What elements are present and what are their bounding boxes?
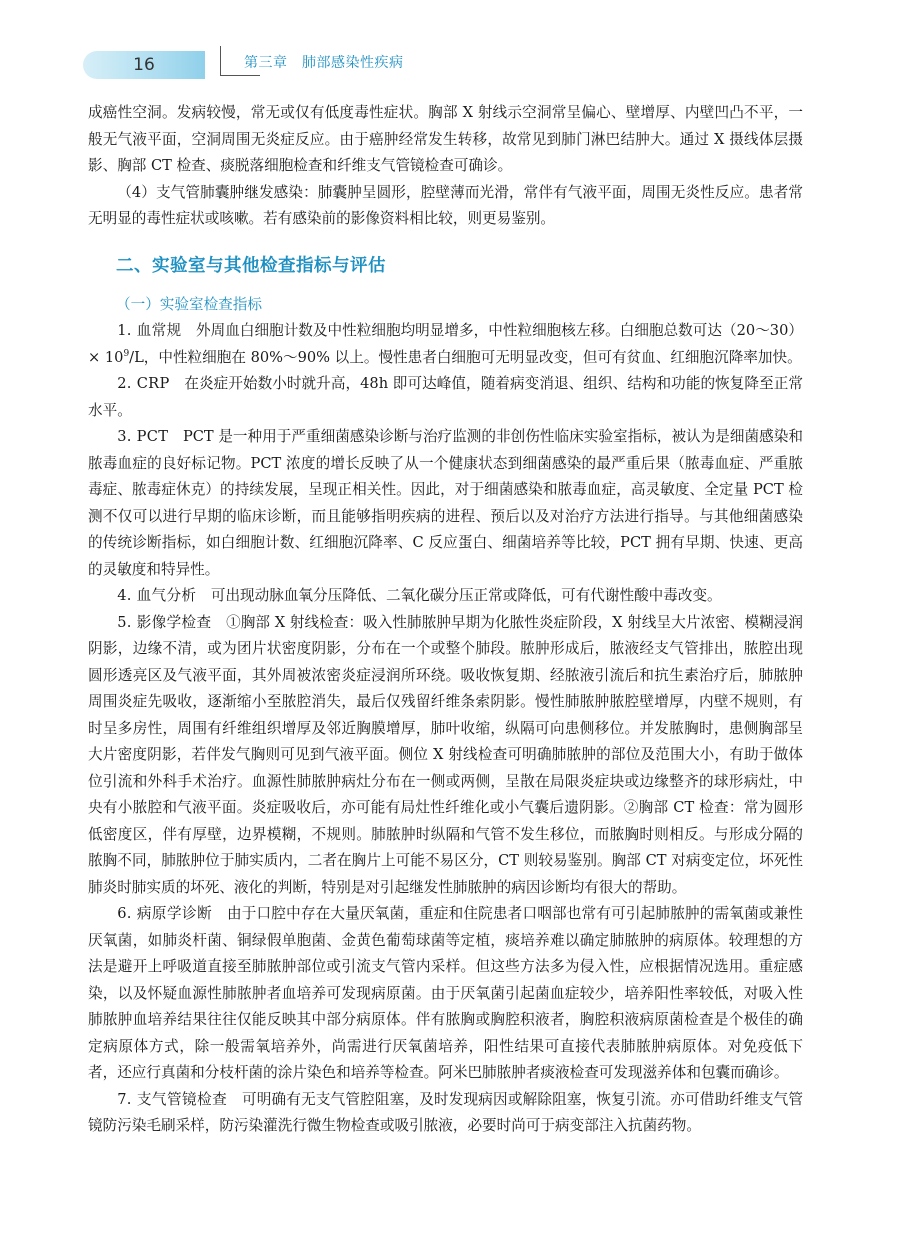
item-text: 外周血白细胞计数及中性粒细胞均明显增多，中性粒细胞核左移。白细胞总数可达（20～30）× 10 <box>88 322 803 366</box>
item-crp <box>88 371 803 424</box>
item-term: 3. PCT <box>117 428 169 445</box>
item-term: 5. 影像学检查 <box>117 613 212 631</box>
item-blood-gas <box>88 583 803 610</box>
continued-paragraph: 成癌性空洞。发病较慢，常无或仅有低度毒性症状。胸部 X 射线示空洞常呈偏心、壁增厚、内壁凹凸不平，一般无气液平面，空洞周围无炎症反应。由于癌肿经常发生转移，故常见到肺门淋巴结肿大。通过 X 摄线体层摄影、胸部 CT 检查、痰脱落细胞检查和纤维支气管镜检查可确诊。 <box>88 104 803 174</box>
item-bronchoscopy <box>88 1087 803 1140</box>
superscript: 9 <box>123 348 130 359</box>
item-text: 可出现动脉血氧分压降低、二氧化碳分压正常或降低，可有代谢性酸中毒改变。 <box>210 587 722 604</box>
chapter-title: 第三章 肺部感染性疾病 <box>244 55 404 71</box>
page-header <box>0 0 900 100</box>
header-rule <box>220 75 260 76</box>
subsection-title: （一）实验室检查指标 <box>116 295 262 313</box>
item-pct <box>88 424 803 583</box>
section-title: 二、实验室与其他检查指标与评估 <box>116 255 386 276</box>
item-term: 1. 血常规 <box>117 322 182 339</box>
item-text: PCT 是一种用于严重细菌感染诊断与治疗监测的非创伤性临床实验室指标，被认为是细菌感染和脓毒血症的良好标记物。PCT 浓度的增长反映了从一个健康状态到细菌感染的最严重后果（脓毒血症、严重脓毒症、脓毒症休克）的持续发展，呈现正相关性。因此，对于细菌感染和脓毒血症，高灵敏度、全定量 PCT 检测不仅可以进行早期的临床诊断，而且能够指明疾病的进程、预后以及对治疗方法进行指导。与其他细菌感染的传统诊断指标，如白细胞计数、红细胞沉降率、C 反应蛋白、细菌培养等比较，PCT 拥有早期、快速、更高的灵敏度和特异性。 <box>88 428 803 578</box>
item-text: 在炎症开始数小时就升高，48h 即可达峰值，随着病变消退、组织、结构和功能的恢复降至正常水平。 <box>88 375 803 419</box>
page-body <box>88 100 803 1140</box>
item-text: ①胸部 X 射线检查：吸入性肺脓肿早期为化脓性炎症阶段，X 射线呈大片浓密、模糊浸润阴影，边缘不清，或为团片状密度阴影，分布在一个或整个肺段。脓肿形成后，脓液经支气管排出，脓腔出现圆形透亮区及气液平面，其外周被浓密炎症浸润所环绕。吸收恢复期、经脓液引流后和抗生素治疗后，肺脓肿周围炎症先吸收，逐渐缩小至脓腔消失，最后仅残留纤维条索阴影。慢性肺脓肿脓腔壁增厚，内壁不规则，有时呈多房性，周围有纤维组织增厚及邻近胸膜增厚，肺叶收缩，纵隔可向患侧移位。并发脓胸时，患侧胸部呈大片密度阴影，若伴发气胸则可见到气液平面。侧位 X 射线检查可明确肺脓肿的部位及范围大小，有助于做体位引流和外科手术治疗。血源性肺脓肿病灶分布在一侧或两侧，呈散在局限炎症块或边缘整齐的球形病灶，中央有小脓腔和气液平面。炎症吸收后，亦可能有局灶性纤维化或小气囊后遗阴影。②胸部 CT 检查：常为圆形低密度区，伴有厚壁，边界模糊，不规则。肺脓肿时纵隔和气管不发生移位，而脓胸时则相反。与形成分隔的脓胸不同，肺脓肿位于肺实质内，二者在胸片上可能不易区分，CT 则较易鉴别。胸部 CT 对病变定位，坏死性肺炎时肺实质的坏死、液化的判断，特别是对引起继发性肺脓肿的病因诊断均有很大的帮助。 <box>88 613 803 896</box>
item-term: 7. 支气管镜检查 <box>117 1090 228 1108</box>
item-blood-routine <box>88 318 803 371</box>
item-etiology <box>88 901 803 1087</box>
item-text: 由于口腔中存在大量厌氧菌，重症和住院患者口咽部也常有可引起肺脓肿的需氧菌或兼性厌氧菌，如肺炎杆菌、铜绿假单胞菌、金黄色葡萄球菌等定植，痰培养难以确定肺脓肿的病原体。较理想的方法是避开上呼吸道直接至肺脓肿部位或引流支气管内采样。但这些方法多为侵入性，应根据情况选用。重症感染，以及怀疑血源性肺脓肿者血培养可发现病原菌。由于厌氧菌引起菌血症较少，培养阳性率较低，对吸入性肺脓肿血培养结果往往仅能反映其中部分病原体。伴有脓胸或胸腔积液者，胸腔积液病原菌检查是个极佳的确定病原体方式，除一般需氧培养外，尚需进行厌氧菌培养，阳性结果可直接代表肺脓肿病原体。对免疫低下者，还应行真菌和分枝杆菌的涂片染色和培养等检查。阿米巴肺脓肿者痰液检查可发现滋养体和包囊而确诊。 <box>88 905 803 1081</box>
item-term: 6. 病原学诊断 <box>117 905 213 922</box>
page-number-tab <box>83 51 205 79</box>
item-imaging <box>88 610 803 902</box>
header-divider <box>220 46 221 76</box>
item-text: /L，中性粒细胞在 80%～90% 以上。慢性患者白细胞可无明显改变，但可有贫血、红细胞沉降率加快。 <box>129 348 802 366</box>
page-number: 16 <box>133 55 155 75</box>
item-term: 2. CRP <box>117 375 170 392</box>
item-term: 4. 血气分析 <box>117 587 197 604</box>
paragraph-bronchogenic-cyst: （4）支气管肺囊肿继发感染：肺囊肿呈圆形，腔壁薄而光滑，常伴有气液平面，周围无炎性反应。患者常无明显的毒性症状或咳嗽。若有感染前的影像资料相比较，则更易鉴别。 <box>88 183 803 227</box>
item-text: 可明确有无支气管腔阻塞，及时发现病因或解除阻塞，恢复引流。亦可借助纤维支气管镜防污染毛刷采样，防污染灌洗行微生物检查或吸引脓液，必要时尚可于病变部注入抗菌药物。 <box>88 1090 803 1134</box>
